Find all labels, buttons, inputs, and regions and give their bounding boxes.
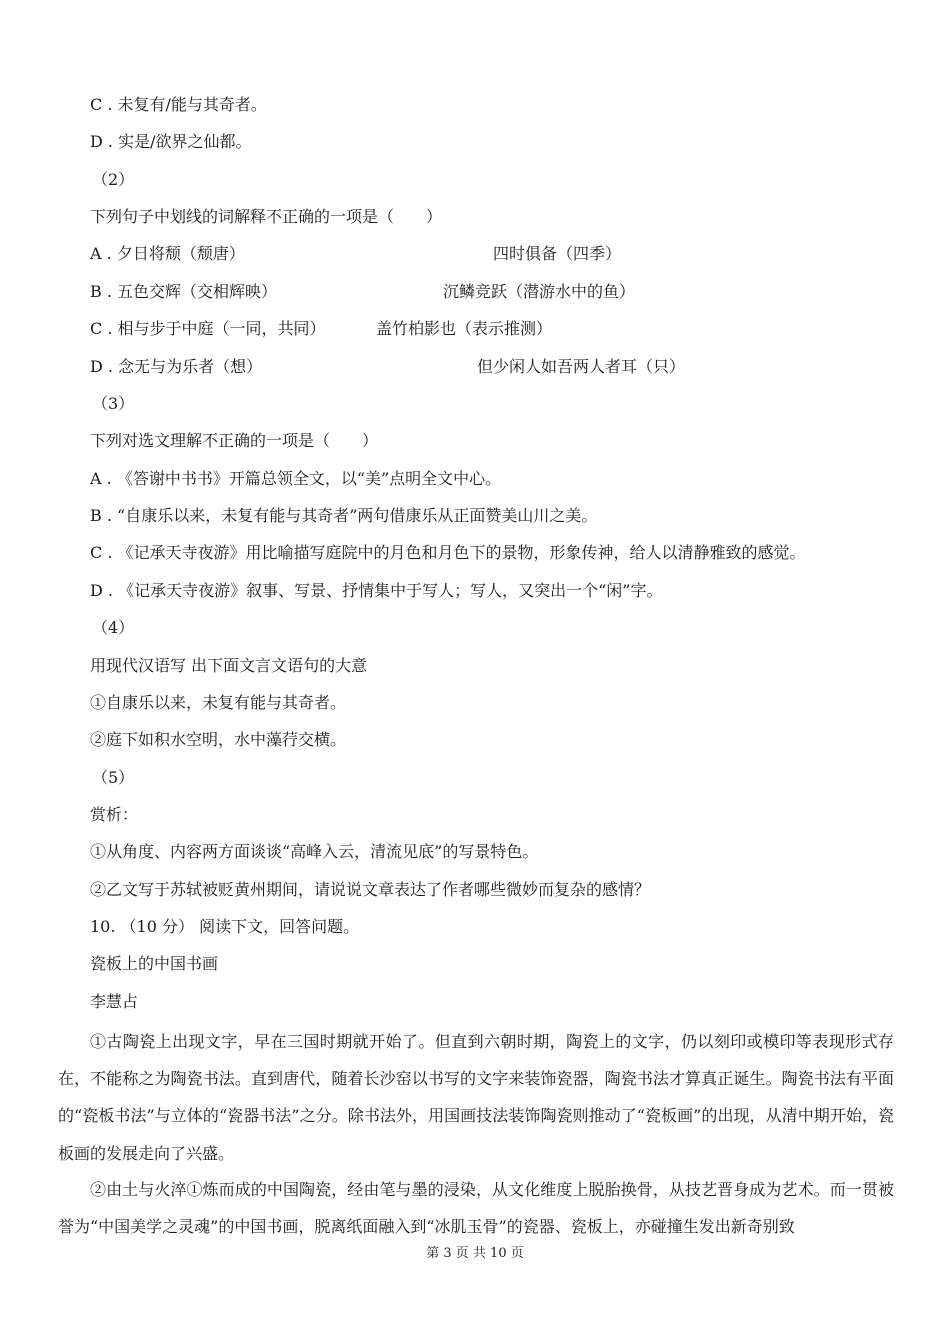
- option-d-left: D . 念无与为乐者（想）: [90, 357, 263, 376]
- subquestion-prompt: 用现代汉语写 出下面文言文语句的大意: [90, 656, 368, 675]
- appreciation-item: ①从角度、内容两方面谈谈“高峰入云，清流见底”的写景特色。: [90, 842, 539, 861]
- article-author: 李慧占: [90, 992, 139, 1011]
- option-a: A . 《答谢中书书》开篇总领全文，以“美”点明全文中心。: [90, 469, 502, 488]
- article-title: 瓷板上的中国书画: [90, 954, 219, 973]
- option-d: D . 实是/欲界之仙都。: [90, 132, 252, 151]
- option-a-right: 四时俱备（四季）: [493, 244, 622, 263]
- option-c: C . 未复有/能与其奇者。: [90, 95, 267, 114]
- translation-item: ②庭下如积水空明，水中藻荇交横。: [90, 730, 347, 749]
- subquestion-prompt: 下列对选文理解不正确的一项是（ ）: [90, 431, 379, 450]
- option-c-right: 盖竹柏影也（表示推测）: [376, 319, 553, 338]
- article-paragraph: ①古陶瓷上出现文字，早在三国时期就开始了。但直到六朝时期，陶瓷上的文字，仍以刻印或模印等表现形式存在，不能称之为陶瓷书法。直到唐代，随着长沙窑以书写的文字来装饰瓷器，陶瓷书法才算真正诞生。陶瓷书法有平面的“瓷板书法”与立体的“瓷器书法”之分。除书法外，用国画技法装饰陶瓷则推动了“瓷板画”的出现，从清中期开始，瓷板画的发展走向了兴盛。: [58, 1032, 894, 1163]
- subquestion-prompt: 赏析：: [90, 805, 139, 824]
- page-footer: 第 3 页 共 10 页: [426, 1246, 524, 1261]
- option-d: D . 《记承天寺夜游》叙事、写景、抒情集中于写人；写人，又突出一个“闲”字。: [90, 581, 663, 600]
- option-c: C . 《记承天寺夜游》用比喻描写庭院中的月色和月色下的景物，形象传神，给人以清静雅致的感觉。: [90, 543, 806, 562]
- translation-item: ①自康乐以来，未复有能与其奇者。: [90, 693, 347, 712]
- subquestion-number: （2）: [92, 170, 135, 189]
- option-b-left: B . 五色交辉（交相辉映）: [90, 282, 278, 301]
- option-a-left: A . 夕日将颓（颓唐）: [90, 244, 245, 263]
- subquestion-number: （4）: [92, 618, 135, 637]
- option-b-right: 沉鳞竞跃（潜游水中的鱼）: [443, 282, 636, 301]
- subquestion-number: （5）: [92, 768, 135, 787]
- appreciation-item: ②乙文写于苏轼被贬黄州期间，请说说文章表达了作者哪些微妙而复杂的感情？: [90, 880, 651, 899]
- option-c-left: C . 相与步于中庭（一同，共同）: [90, 319, 326, 338]
- article-paragraph: ②由土与火淬①炼而成的中国陶瓷，经由笔与墨的浸染，从文化维度上脱胎换骨，从技艺晋身成为艺术。而一贯被誉为“中国美学之灵魂”的中国书画，脱离纸面融入到“冰肌玉骨”的瓷器、瓷板上，亦碰撞生发出新奇别致: [58, 1180, 894, 1237]
- question-header: 10. （10 分） 阅读下文，回答问题。: [90, 917, 360, 936]
- option-d-right: 但少闲人如吾两人者耳（只）: [477, 357, 686, 376]
- subquestion-prompt: 下列句子中划线的词解释不正确的一项是（ ）: [90, 207, 443, 226]
- option-b: B . “自康乐以来，未复有能与其奇者”两句借康乐从正面赞美山川之美。: [90, 506, 598, 525]
- subquestion-number: （3）: [92, 394, 135, 413]
